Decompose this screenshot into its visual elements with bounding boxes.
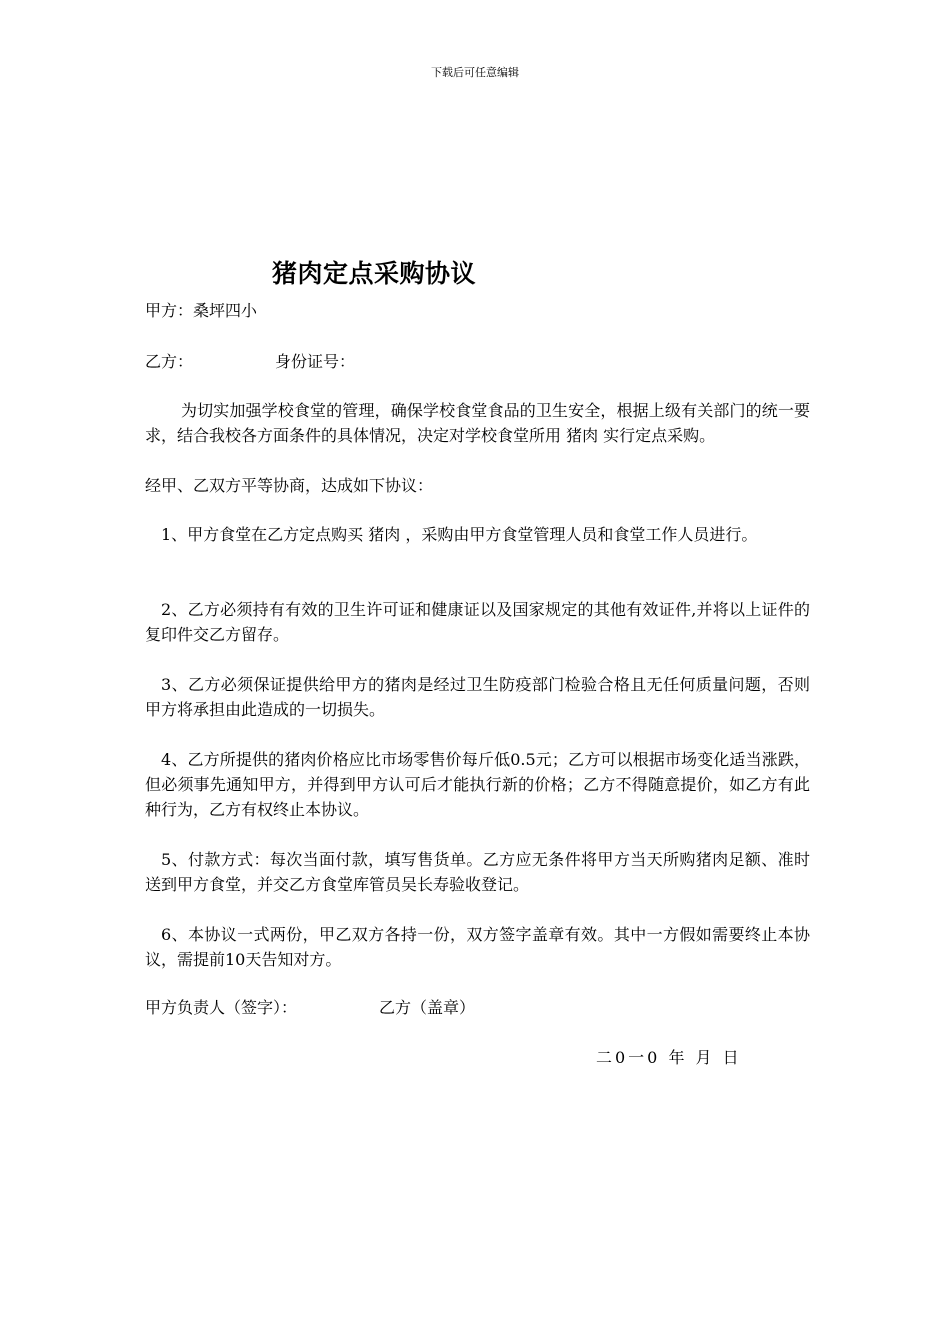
clause-2: 2、乙方必须持有有效的卫生许可证和健康证以及国家规定的其他有效证件,并将以上证件的复印件交乙方留存。	[145, 600, 810, 644]
header-note: 下载后可任意编辑	[431, 66, 519, 79]
signature-line	[145, 997, 810, 1019]
clause-1: 1、甲方食堂在乙方定点购买 猪肉 ，采购由甲方食堂管理人员和食堂工作人员进行。	[161, 525, 758, 544]
party-b-seal-label: 乙方（盖章）	[379, 998, 476, 1017]
clause-6: 6、本协议一式两份，甲乙双方各持一份，双方签字盖章有效。其中一方假如需要终止本协议，需提前10天告知对方。	[145, 925, 810, 969]
party-b-line	[145, 351, 810, 373]
document-title: 猪肉定点采购协议	[272, 259, 477, 288]
id-number-label: 身份证号：	[275, 352, 356, 371]
party-a-line: 甲方：桑坪四小	[145, 301, 258, 320]
intro-paragraph: 为切实加强学校食堂的管理，确保学校食堂食品的卫生安全，根据上级有关部门的统一要求，结合我校各方面条件的具体情况，决定对学校食堂所用 猪肉 实行定点采购。	[145, 401, 810, 445]
agreement-lead-in: 经甲、乙双方平等协商，达成如下协议：	[145, 476, 434, 495]
clause-3: 3、乙方必须保证提供给甲方的猪肉是经过卫生防疫部门检验合格且无任何质量问题，否则甲方将承担由此造成的一切损失。	[145, 675, 810, 719]
date-line: 二0一0 年 月 日	[596, 1048, 742, 1067]
clause-4: 4、乙方所提供的猪肉价格应比市场零售价每斤低0.5元；乙方可以根据市场变化适当涨跌，但必须事先通知甲方，并得到甲方认可后才能执行新的价格；乙方不得随意提价，如乙方有此种行为，乙方有权终止本协议。	[145, 750, 810, 819]
clause-5: 5、付款方式：每次当面付款，填写售货单。乙方应无条件将甲方当天所购猪肉足额、准时送到甲方食堂，并交乙方食堂库管员吴长寿验收登记。	[145, 850, 810, 894]
party-b-label: 乙方：	[145, 352, 194, 371]
party-a-signature-label: 甲方负责人（签字）：	[145, 998, 298, 1017]
